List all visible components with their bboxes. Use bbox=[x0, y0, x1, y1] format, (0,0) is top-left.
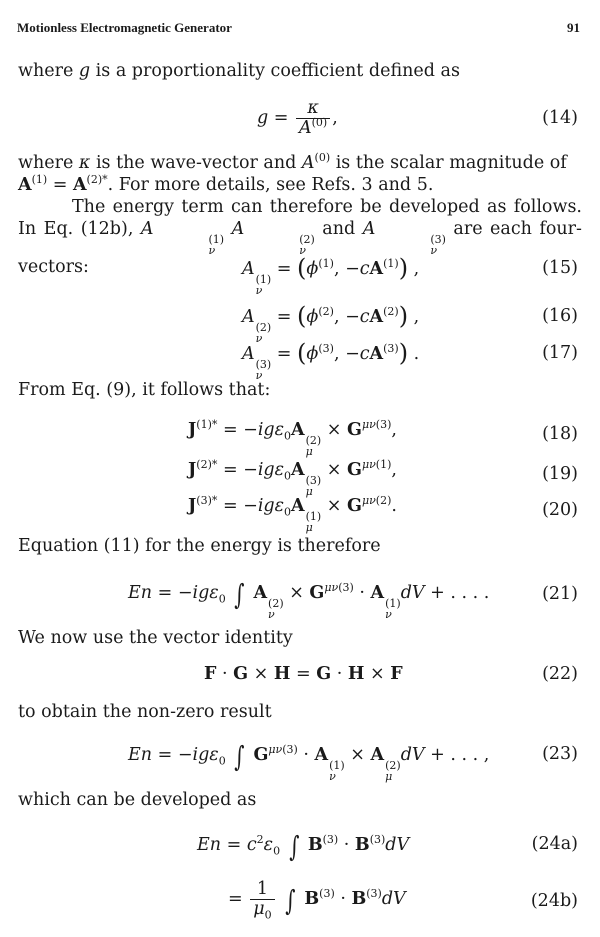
running-head: Motionless Electromagnetic Generator bbox=[17, 20, 232, 35]
paragraph-2: where κ is the wave-vector and $A^{(0)}$ is the scalar magnitude of $A^{(1)} = A^{(2)*}$. For more details, see Refs. 3 and 5. bbox=[18, 151, 567, 195]
equation-15: A (1) ν = ($\phi^{(1)}$, $-cA^{(1)}$) , (15) bbox=[242, 254, 578, 297]
equation-21: En = −igε$_0$ ∫ A (2) ν × $G^{\mu\nu(3)} \cdot A$ (1) ν dV + . . . . (21) bbox=[128, 578, 578, 621]
paragraph-8: which can be developed as bbox=[18, 790, 257, 810]
equation-number: (17) bbox=[542, 343, 578, 363]
paragraph-3: The energy term can therefore be developed as follows. In Eq. (12b), A (1) ν A (2) ν and A (3) ν are each four-vectors: bbox=[18, 197, 582, 277]
paragraph-6: We now use the vector identity bbox=[18, 628, 293, 648]
paragraph-4: From Eq. (9), it follows that: bbox=[18, 380, 271, 400]
equation-18: $J^{(1)*} = -ig\varepsilon_0A$ (2) μ × $G^{\mu\nu(3)}$, (18) bbox=[188, 418, 578, 458]
equation-24b: = $\frac{1}{\mu_0}$ ∫ $B^{(3)} \cdot B^{(3)}dV$ (24b) bbox=[228, 879, 578, 922]
equation-number: (18) bbox=[542, 424, 578, 444]
equation-number: (15) bbox=[542, 258, 578, 278]
equation-number: (21) bbox=[542, 584, 578, 604]
paragraph-7: to obtain the non-zero result bbox=[18, 702, 272, 722]
equation-20: $J^{(3)*} = -ig\varepsilon_0A$ (1) μ × $G^{\mu\nu(2)}$. (20) bbox=[188, 494, 578, 534]
equation-17: A (3) ν = ($\phi^{(3)}$, $-cA^{(3)}$) . (17) bbox=[242, 339, 578, 382]
page-number: 91 bbox=[567, 20, 580, 35]
equation-number: (14) bbox=[542, 108, 578, 128]
equation-number: (23) bbox=[542, 744, 578, 764]
equation-number: (20) bbox=[542, 500, 578, 520]
equation-number: (24a) bbox=[531, 834, 578, 854]
equation-23: En = −igε$_0$ ∫ $G^{\mu\nu(3)} \cdot A$ (1) ν × A (2) μ dV + . . . , (23) bbox=[128, 740, 578, 783]
paragraph-5: Equation (11) for the energy is therefore bbox=[18, 536, 381, 556]
equation-16: A (2) ν = ($\phi^{(2)}$, $-cA^{(2)}$) , (16) bbox=[242, 302, 578, 345]
equation-19: $J^{(2)*} = -ig\varepsilon_0A$ (3) μ × $G^{\mu\nu(1)}$, (19) bbox=[188, 458, 578, 498]
equation-22: F · G × H = G · H × F (22) bbox=[204, 664, 578, 684]
equation-number: (19) bbox=[542, 464, 578, 484]
equation-number: (22) bbox=[542, 664, 578, 684]
equation-24a: $En = c^2\varepsilon_0$ ∫ $B^{(3)} \cdot B^{(3)}dV$ (24a) bbox=[197, 830, 578, 863]
equation-14: g = $\frac{\kappa}{A^{(0)}}$ , (14) bbox=[257, 98, 578, 138]
equation-number: (16) bbox=[542, 306, 578, 326]
paragraph-1: where g is a proportionality coefficient defined as bbox=[18, 61, 460, 81]
equation-number: (24b) bbox=[530, 891, 578, 911]
